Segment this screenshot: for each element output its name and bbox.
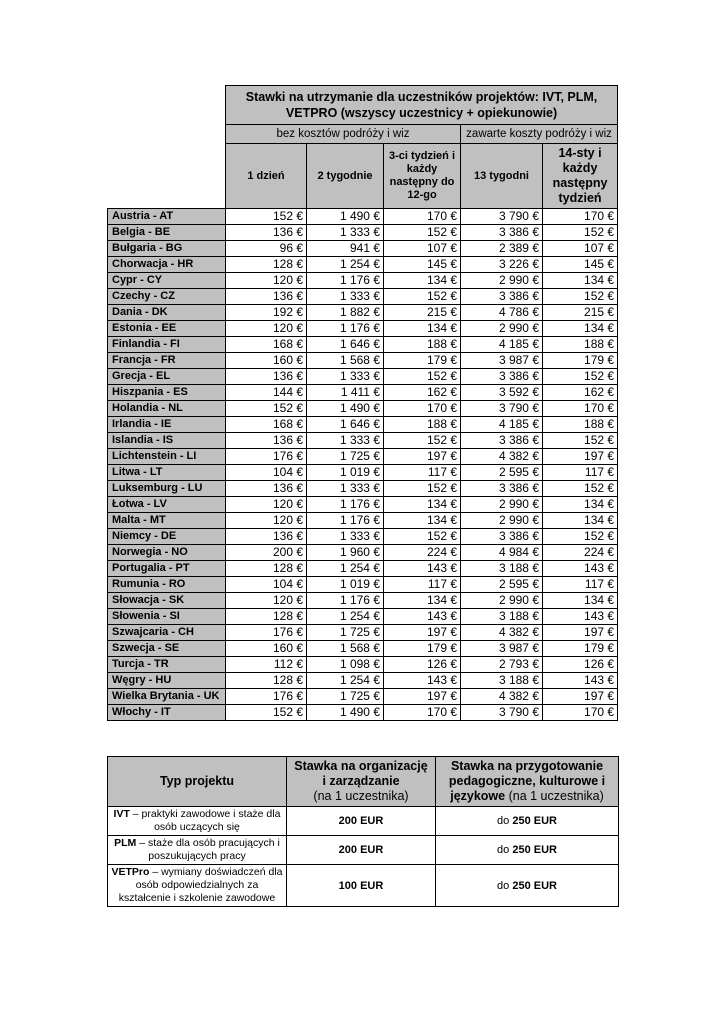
rate-cell: 152 € xyxy=(543,481,618,497)
project-type-cell xyxy=(108,865,287,907)
table-row xyxy=(108,353,618,369)
rates-table-body xyxy=(108,209,618,721)
table-row xyxy=(108,321,618,337)
country-cell: Austria - AT xyxy=(108,209,226,225)
rate-cell: 176 € xyxy=(226,625,307,641)
rate-cell: 168 € xyxy=(226,417,307,433)
country-cell: Francja - FR xyxy=(108,353,226,369)
table-row xyxy=(108,481,618,497)
table-row xyxy=(108,257,618,273)
rate-cell: 1 725 € xyxy=(307,689,384,705)
table-row xyxy=(108,289,618,305)
rate-cell: 188 € xyxy=(543,337,618,353)
country-cell: Szwecja - SE xyxy=(108,641,226,657)
rate-cell: 1 254 € xyxy=(307,561,384,577)
rate-cell: 179 € xyxy=(543,353,618,369)
table-row xyxy=(108,273,618,289)
rate-cell: 1 176 € xyxy=(307,513,384,529)
rate-cell: 1 254 € xyxy=(307,609,384,625)
rate-cell: 224 € xyxy=(543,545,618,561)
rate-cell: 3 987 € xyxy=(461,353,543,369)
country-cell: Grecja - EL xyxy=(108,369,226,385)
rate-cell: 152 € xyxy=(384,481,461,497)
table-row xyxy=(108,209,618,225)
table-row xyxy=(108,433,618,449)
rate-cell: 2 990 € xyxy=(461,273,543,289)
rate-cell: 152 € xyxy=(384,369,461,385)
country-cell: Szwajcaria - CH xyxy=(108,625,226,641)
rate-cell: 134 € xyxy=(384,593,461,609)
table-row xyxy=(108,705,618,721)
rate-cell: 104 € xyxy=(226,465,307,481)
header-project-type: Typ projektu xyxy=(108,757,287,807)
rate-cell: 3 790 € xyxy=(461,401,543,417)
country-cell: Holandia - NL xyxy=(108,401,226,417)
table-row xyxy=(108,385,618,401)
col-13-weeks: 13 tygodni xyxy=(461,144,543,209)
group-no-travel: bez kosztów podróży i wiz xyxy=(226,125,461,144)
rate-cell: 1 411 € xyxy=(307,385,384,401)
rate-cell: 136 € xyxy=(226,225,307,241)
rate-cell: 134 € xyxy=(384,497,461,513)
rate-cell: 134 € xyxy=(543,513,618,529)
rate-cell: 126 € xyxy=(543,657,618,673)
prep-rate-cell: do 250 EUR xyxy=(436,836,619,865)
rate-cell: 197 € xyxy=(543,625,618,641)
rate-cell: 197 € xyxy=(384,689,461,705)
table-row xyxy=(108,225,618,241)
country-cell: Cypr - CY xyxy=(108,273,226,289)
table-row xyxy=(108,641,618,657)
table-row xyxy=(108,609,618,625)
project-type-cell xyxy=(108,807,287,836)
project-table xyxy=(107,756,619,907)
rate-cell: 1 490 € xyxy=(307,401,384,417)
rate-cell: 197 € xyxy=(543,689,618,705)
rate-cell: 107 € xyxy=(384,241,461,257)
rate-cell: 3 226 € xyxy=(461,257,543,273)
rate-cell: 197 € xyxy=(384,625,461,641)
rate-cell: 143 € xyxy=(543,673,618,689)
table-row xyxy=(108,625,618,641)
table-row xyxy=(108,449,618,465)
rate-cell: 179 € xyxy=(384,641,461,657)
table-row xyxy=(108,465,618,481)
rate-cell: 170 € xyxy=(543,209,618,225)
rate-cell: 1 333 € xyxy=(307,433,384,449)
rate-cell: 1 333 € xyxy=(307,529,384,545)
country-cell: Słowacja - SK xyxy=(108,593,226,609)
rate-cell: 4 382 € xyxy=(461,689,543,705)
rate-cell: 2 793 € xyxy=(461,657,543,673)
country-cell: Łotwa - LV xyxy=(108,497,226,513)
country-cell: Estonia - EE xyxy=(108,321,226,337)
org-rate-cell: 200 EUR xyxy=(287,836,436,865)
rate-cell: 168 € xyxy=(226,337,307,353)
rate-cell: 152 € xyxy=(543,225,618,241)
rate-cell: 1 254 € xyxy=(307,257,384,273)
table-row xyxy=(108,241,618,257)
rate-cell: 136 € xyxy=(226,433,307,449)
project-table-body xyxy=(108,807,619,907)
country-cell: Słowenia - SI xyxy=(108,609,226,625)
rate-cell: 134 € xyxy=(384,273,461,289)
table-row xyxy=(108,497,618,513)
rate-cell: 1 490 € xyxy=(307,705,384,721)
project-code: VETPro xyxy=(111,866,150,878)
rate-cell: 152 € xyxy=(543,289,618,305)
rate-cell: 143 € xyxy=(384,561,461,577)
country-cell: Wielka Brytania - UK xyxy=(108,689,226,705)
rate-cell: 107 € xyxy=(543,241,618,257)
rate-cell: 145 € xyxy=(384,257,461,273)
rate-cell: 1 333 € xyxy=(307,289,384,305)
rate-cell: 112 € xyxy=(226,657,307,673)
rate-cell: 170 € xyxy=(543,705,618,721)
table-row xyxy=(108,689,618,705)
country-cell: Rumunia - RO xyxy=(108,577,226,593)
rate-cell: 3 386 € xyxy=(461,369,543,385)
rate-cell: 3 188 € xyxy=(461,673,543,689)
rate-cell: 3 592 € xyxy=(461,385,543,401)
rate-cell: 3 188 € xyxy=(461,609,543,625)
rate-cell: 162 € xyxy=(543,385,618,401)
rate-cell: 170 € xyxy=(384,209,461,225)
rate-cell: 117 € xyxy=(543,465,618,481)
rate-cell: 162 € xyxy=(384,385,461,401)
rate-cell: 1 333 € xyxy=(307,225,384,241)
rate-cell: 143 € xyxy=(543,609,618,625)
rate-cell: 1 568 € xyxy=(307,641,384,657)
rate-cell: 143 € xyxy=(384,609,461,625)
rate-cell: 1 254 € xyxy=(307,673,384,689)
rate-cell: 3 386 € xyxy=(461,481,543,497)
table-row xyxy=(108,545,618,561)
rate-cell: 143 € xyxy=(384,673,461,689)
country-cell: Niemcy - DE xyxy=(108,529,226,545)
country-cell: Lichtenstein - LI xyxy=(108,449,226,465)
rate-cell: 117 € xyxy=(543,577,618,593)
rate-cell: 1 098 € xyxy=(307,657,384,673)
rate-cell: 179 € xyxy=(384,353,461,369)
org-rate-cell: 200 EUR xyxy=(287,807,436,836)
country-cell: Belgia - BE xyxy=(108,225,226,241)
org-rate-cell: 100 EUR xyxy=(287,865,436,907)
rate-cell: 2 990 € xyxy=(461,593,543,609)
rate-cell: 1 646 € xyxy=(307,417,384,433)
rate-cell: 3 386 € xyxy=(461,225,543,241)
rate-cell: 128 € xyxy=(226,673,307,689)
rate-cell: 1 646 € xyxy=(307,337,384,353)
table-row xyxy=(108,865,619,907)
rate-cell: 192 € xyxy=(226,305,307,321)
rate-cell: 160 € xyxy=(226,641,307,657)
rate-cell: 1 176 € xyxy=(307,321,384,337)
rate-cell: 145 € xyxy=(543,257,618,273)
rate-cell: 4 786 € xyxy=(461,305,543,321)
country-cell: Malta - MT xyxy=(108,513,226,529)
rate-cell: 117 € xyxy=(384,465,461,481)
rate-cell: 160 € xyxy=(226,353,307,369)
rate-cell: 2 595 € xyxy=(461,465,543,481)
rate-cell: 1 176 € xyxy=(307,273,384,289)
rate-cell: 170 € xyxy=(384,401,461,417)
rate-cell: 152 € xyxy=(226,401,307,417)
rate-cell: 176 € xyxy=(226,689,307,705)
table-row xyxy=(108,513,618,529)
prep-rate-cell: do 250 EUR xyxy=(436,865,619,907)
col-3rd-week: 3-ci tydzień i każdy następny do 12-go xyxy=(384,144,461,209)
project-code: PLM xyxy=(114,837,137,849)
rate-cell: 144 € xyxy=(226,385,307,401)
rate-cell: 3 386 € xyxy=(461,289,543,305)
rate-cell: 4 185 € xyxy=(461,337,543,353)
table-row xyxy=(108,807,619,836)
table-row xyxy=(108,657,618,673)
table-row xyxy=(108,593,618,609)
rate-cell: 4 984 € xyxy=(461,545,543,561)
rate-cell: 152 € xyxy=(384,225,461,241)
project-desc: – praktyki zawodowe i staże dla osób uczących się xyxy=(129,808,281,833)
project-desc: – staże dla osób pracujących i poszukujących pracy xyxy=(136,837,280,862)
rate-cell: 128 € xyxy=(226,257,307,273)
rate-cell: 152 € xyxy=(384,433,461,449)
rate-cell: 128 € xyxy=(226,609,307,625)
country-cell: Czechy - CZ xyxy=(108,289,226,305)
table-row xyxy=(108,417,618,433)
rate-cell: 134 € xyxy=(543,273,618,289)
rate-cell: 2 389 € xyxy=(461,241,543,257)
rate-cell: 120 € xyxy=(226,273,307,289)
prep-rate-cell: do 250 EUR xyxy=(436,807,619,836)
rate-cell: 3 386 € xyxy=(461,529,543,545)
rate-cell: 152 € xyxy=(384,289,461,305)
header-prep-rate: Stawka na przygotowanie pedagogiczne, kulturowe i językowe (na 1 uczestnika) xyxy=(436,757,619,807)
rate-cell: 143 € xyxy=(543,561,618,577)
rate-cell: 215 € xyxy=(384,305,461,321)
rate-cell: 120 € xyxy=(226,321,307,337)
rates-table-title: Stawki na utrzymanie dla uczestników projektów: IVT, PLM, VETPRO (wszyscy uczestnicy + opiekunowie) xyxy=(226,86,618,125)
rate-cell: 1 333 € xyxy=(307,369,384,385)
project-desc: – wymiany doświadczeń dla osób odpowiedzialnych za kształcenie i szkolenie zawodowe xyxy=(118,866,283,904)
rate-cell: 3 188 € xyxy=(461,561,543,577)
rates-table xyxy=(107,85,618,721)
rate-cell: 1 568 € xyxy=(307,353,384,369)
rate-cell: 136 € xyxy=(226,369,307,385)
rate-cell: 200 € xyxy=(226,545,307,561)
rate-cell: 941 € xyxy=(307,241,384,257)
rate-cell: 3 386 € xyxy=(461,433,543,449)
table-row xyxy=(108,305,618,321)
rate-cell: 2 595 € xyxy=(461,577,543,593)
rate-cell: 176 € xyxy=(226,449,307,465)
rate-cell: 170 € xyxy=(384,705,461,721)
table-row xyxy=(108,561,618,577)
rate-cell: 1 725 € xyxy=(307,449,384,465)
rate-cell: 4 382 € xyxy=(461,449,543,465)
rate-cell: 188 € xyxy=(384,337,461,353)
rate-cell: 215 € xyxy=(543,305,618,321)
rate-cell: 96 € xyxy=(226,241,307,257)
rate-cell: 1 725 € xyxy=(307,625,384,641)
rate-cell: 3 987 € xyxy=(461,641,543,657)
rate-cell: 1 333 € xyxy=(307,481,384,497)
rate-cell: 2 990 € xyxy=(461,513,543,529)
project-code: IVT xyxy=(113,808,130,820)
country-cell: Turcja - TR xyxy=(108,657,226,673)
table-row xyxy=(108,577,618,593)
rate-cell: 152 € xyxy=(543,369,618,385)
rate-cell: 152 € xyxy=(543,529,618,545)
rate-cell: 170 € xyxy=(543,401,618,417)
rate-cell: 120 € xyxy=(226,513,307,529)
rate-cell: 136 € xyxy=(226,481,307,497)
rate-cell: 179 € xyxy=(543,641,618,657)
rate-cell: 188 € xyxy=(543,417,618,433)
rate-cell: 4 185 € xyxy=(461,417,543,433)
rate-cell: 134 € xyxy=(384,513,461,529)
country-cell: Chorwacja - HR xyxy=(108,257,226,273)
group-with-travel: zawarte koszty podróży i wiz xyxy=(461,125,618,144)
country-cell: Włochy - IT xyxy=(108,705,226,721)
rate-cell: 128 € xyxy=(226,561,307,577)
rate-cell: 152 € xyxy=(384,529,461,545)
rate-cell: 1 960 € xyxy=(307,545,384,561)
country-cell: Finlandia - FI xyxy=(108,337,226,353)
rate-cell: 1 176 € xyxy=(307,593,384,609)
country-cell: Bułgaria - BG xyxy=(108,241,226,257)
country-cell: Norwegia - NO xyxy=(108,545,226,561)
rate-cell: 1 490 € xyxy=(307,209,384,225)
rate-cell: 1 019 € xyxy=(307,465,384,481)
rate-cell: 134 € xyxy=(543,321,618,337)
rate-cell: 2 990 € xyxy=(461,497,543,513)
table-row xyxy=(108,673,618,689)
table-row xyxy=(108,369,618,385)
rate-cell: 120 € xyxy=(226,497,307,513)
rate-cell: 3 790 € xyxy=(461,209,543,225)
country-cell: Portugalia - PT xyxy=(108,561,226,577)
rate-cell: 2 990 € xyxy=(461,321,543,337)
rate-cell: 117 € xyxy=(384,577,461,593)
table-row xyxy=(108,529,618,545)
rate-cell: 136 € xyxy=(226,529,307,545)
rate-cell: 120 € xyxy=(226,593,307,609)
table-row xyxy=(108,337,618,353)
country-cell: Islandia - IS xyxy=(108,433,226,449)
rate-cell: 152 € xyxy=(226,209,307,225)
country-cell: Węgry - HU xyxy=(108,673,226,689)
blank-corner xyxy=(108,86,226,125)
rate-cell: 134 € xyxy=(384,321,461,337)
rate-cell: 152 € xyxy=(226,705,307,721)
country-cell: Irlandia - IE xyxy=(108,417,226,433)
header-org-rate: Stawka na organizację i zarządzanie (na 1 uczestnika) xyxy=(287,757,436,807)
rate-cell: 1 882 € xyxy=(307,305,384,321)
rate-cell: 3 790 € xyxy=(461,705,543,721)
rate-cell: 136 € xyxy=(226,289,307,305)
rate-cell: 126 € xyxy=(384,657,461,673)
rate-cell: 152 € xyxy=(543,433,618,449)
rate-cell: 1 019 € xyxy=(307,577,384,593)
col-1-day: 1 dzień xyxy=(226,144,307,209)
rate-cell: 134 € xyxy=(543,593,618,609)
rate-cell: 197 € xyxy=(543,449,618,465)
rate-cell: 4 382 € xyxy=(461,625,543,641)
country-cell: Litwa - LT xyxy=(108,465,226,481)
table-row xyxy=(108,401,618,417)
country-cell: Hiszpania - ES xyxy=(108,385,226,401)
project-type-cell xyxy=(108,836,287,865)
rate-cell: 1 176 € xyxy=(307,497,384,513)
rate-cell: 197 € xyxy=(384,449,461,465)
country-cell: Dania - DK xyxy=(108,305,226,321)
rate-cell: 224 € xyxy=(384,545,461,561)
country-cell: Luksemburg - LU xyxy=(108,481,226,497)
rate-cell: 188 € xyxy=(384,417,461,433)
rate-cell: 104 € xyxy=(226,577,307,593)
col-2-weeks: 2 tygodnie xyxy=(307,144,384,209)
rate-cell: 134 € xyxy=(543,497,618,513)
col-14th-week: 14-sty i każdy następny tydzień xyxy=(543,144,618,209)
table-row xyxy=(108,836,619,865)
